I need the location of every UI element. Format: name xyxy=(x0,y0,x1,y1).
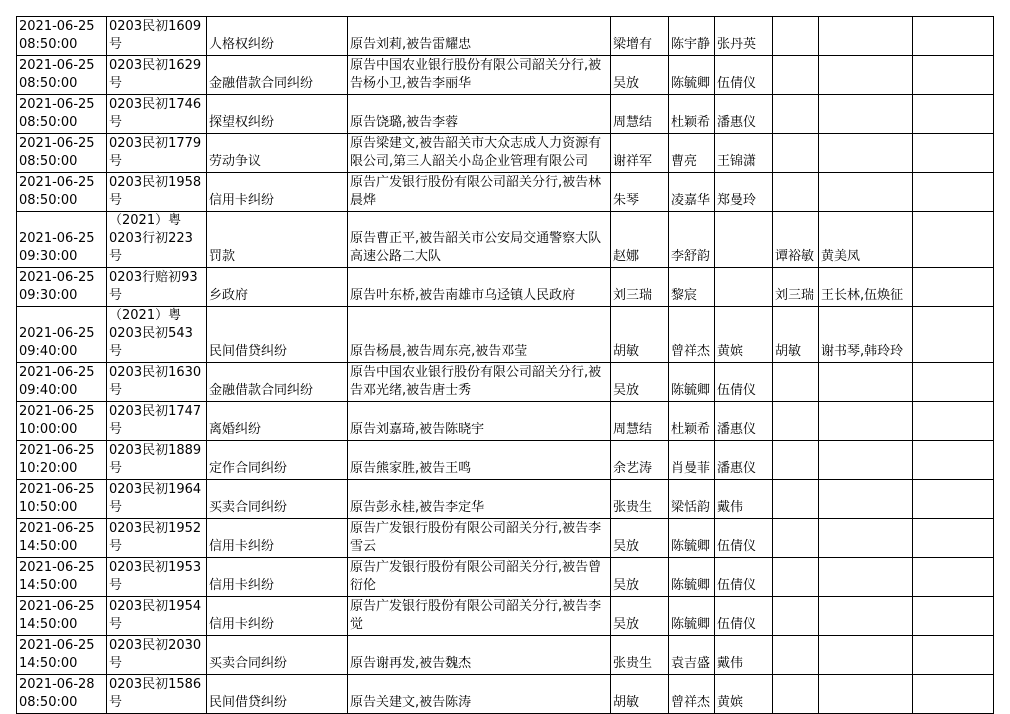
case-cause-cell: 信用卡纠纷 xyxy=(207,558,348,597)
extra-column-1-cell xyxy=(773,441,819,480)
parties-cell: 原告彭永桂,被告李定华 xyxy=(348,480,611,519)
clerk-cell: 伍倩仪 xyxy=(715,558,773,597)
panel-member-cell: 曾祥杰 xyxy=(669,675,715,714)
schedule-body xyxy=(17,17,994,714)
extra-column-2-cell xyxy=(819,636,913,675)
presiding-judge-cell: 余艺涛 xyxy=(611,441,669,480)
extra-column-1-cell xyxy=(773,173,819,212)
extra-column-1-cell xyxy=(773,519,819,558)
case-number-cell: 0203民初1747 号 xyxy=(107,402,207,441)
hearing-time-cell: 2021-06-25 10:50:00 xyxy=(17,480,107,519)
hearing-time-cell: 2021-06-25 09:40:00 xyxy=(17,363,107,402)
extra-column-1-cell xyxy=(773,597,819,636)
case-number-cell: 0203民初1964 号 xyxy=(107,480,207,519)
extra-column-2-cell xyxy=(819,480,913,519)
extra-column-3-cell xyxy=(913,17,994,56)
case-number-cell: （2021）粤 0203行初223号 xyxy=(107,212,207,268)
table-row xyxy=(17,519,994,558)
panel-member-cell: 黎宸 xyxy=(669,268,715,307)
extra-column-2-cell: 黄美凤 xyxy=(819,212,913,268)
extra-column-2-cell xyxy=(819,675,913,714)
case-cause-cell: 民间借贷纠纷 xyxy=(207,675,348,714)
table-row xyxy=(17,480,994,519)
extra-column-2-cell: 谢书琴,韩玲玲 xyxy=(819,307,913,363)
case-cause-cell: 人格权纠纷 xyxy=(207,17,348,56)
extra-column-3-cell xyxy=(913,558,994,597)
extra-column-1-cell xyxy=(773,402,819,441)
extra-column-2-cell xyxy=(819,17,913,56)
extra-column-3-cell xyxy=(913,134,994,173)
case-cause-cell: 罚款 xyxy=(207,212,348,268)
panel-member-cell: 陈毓卿 xyxy=(669,558,715,597)
case-number-cell: 0203民初1779 号 xyxy=(107,134,207,173)
clerk-cell: 戴伟 xyxy=(715,480,773,519)
table-row xyxy=(17,402,994,441)
extra-column-2-cell xyxy=(819,363,913,402)
case-cause-cell: 信用卡纠纷 xyxy=(207,519,348,558)
hearing-time-cell: 2021-06-25 09:40:00 xyxy=(17,307,107,363)
case-cause-cell: 乡政府 xyxy=(207,268,348,307)
parties-cell: 原告关建文,被告陈涛 xyxy=(348,675,611,714)
panel-member-cell: 陈毓卿 xyxy=(669,363,715,402)
case-number-cell: 0203行赔初93 号 xyxy=(107,268,207,307)
clerk-cell: 潘惠仪 xyxy=(715,402,773,441)
clerk-cell: 伍倩仪 xyxy=(715,597,773,636)
case-cause-cell: 民间借贷纠纷 xyxy=(207,307,348,363)
panel-member-cell: 袁吉盛 xyxy=(669,636,715,675)
panel-member-cell: 陈毓卿 xyxy=(669,519,715,558)
presiding-judge-cell: 谢祥军 xyxy=(611,134,669,173)
case-cause-cell: 买卖合同纠纷 xyxy=(207,480,348,519)
panel-member-cell: 梁恬韵 xyxy=(669,480,715,519)
parties-cell: 原告广发银行股份有限公司韶关分行,被告李雪云 xyxy=(348,519,611,558)
extra-column-2-cell xyxy=(819,134,913,173)
case-number-cell: 0203民初1746 号 xyxy=(107,95,207,134)
case-cause-cell: 离婚纠纷 xyxy=(207,402,348,441)
presiding-judge-cell: 胡敏 xyxy=(611,675,669,714)
extra-column-3-cell xyxy=(913,307,994,363)
panel-member-cell: 陈毓卿 xyxy=(669,597,715,636)
extra-column-2-cell xyxy=(819,173,913,212)
parties-cell: 原告广发银行股份有限公司韶关分行,被告曾衍伦 xyxy=(348,558,611,597)
extra-column-1-cell: 胡敏 xyxy=(773,307,819,363)
table-row xyxy=(17,173,994,212)
extra-column-2-cell xyxy=(819,519,913,558)
panel-member-cell: 凌嘉华 xyxy=(669,173,715,212)
extra-column-1-cell xyxy=(773,558,819,597)
extra-column-3-cell xyxy=(913,268,994,307)
panel-member-cell: 李舒韵 xyxy=(669,212,715,268)
clerk-cell xyxy=(715,268,773,307)
case-cause-cell: 信用卡纠纷 xyxy=(207,597,348,636)
hearing-schedule-sheet xyxy=(16,16,994,714)
case-number-cell: （2021）粤 0203民初543号 xyxy=(107,307,207,363)
extra-column-3-cell xyxy=(913,402,994,441)
panel-member-cell: 陈毓卿 xyxy=(669,56,715,95)
clerk-cell: 伍倩仪 xyxy=(715,363,773,402)
parties-cell: 原告叶东桥,被告南雄市乌迳镇人民政府 xyxy=(348,268,611,307)
table-row xyxy=(17,95,994,134)
parties-cell: 原告广发银行股份有限公司韶关分行,被告李觉 xyxy=(348,597,611,636)
case-number-cell: 0203民初1953 号 xyxy=(107,558,207,597)
table-row xyxy=(17,134,994,173)
table-row xyxy=(17,597,994,636)
case-cause-cell: 金融借款合同纠纷 xyxy=(207,363,348,402)
extra-column-3-cell xyxy=(913,597,994,636)
parties-cell: 原告饶璐,被告李蓉 xyxy=(348,95,611,134)
extra-column-1-cell xyxy=(773,17,819,56)
table-row xyxy=(17,56,994,95)
case-cause-cell: 买卖合同纠纷 xyxy=(207,636,348,675)
extra-column-1-cell: 刘三瑞 xyxy=(773,268,819,307)
extra-column-3-cell xyxy=(913,173,994,212)
parties-cell: 原告熊家胜,被告王鸣 xyxy=(348,441,611,480)
presiding-judge-cell: 刘三瑞 xyxy=(611,268,669,307)
parties-cell: 原告中国农业银行股份有限公司韶关分行,被告邓光绪,被告唐士秀 xyxy=(348,363,611,402)
hearing-time-cell: 2021-06-25 08:50:00 xyxy=(17,173,107,212)
presiding-judge-cell: 吴放 xyxy=(611,56,669,95)
case-number-cell: 0203民初1958 号 xyxy=(107,173,207,212)
extra-column-3-cell xyxy=(913,480,994,519)
extra-column-2-cell xyxy=(819,441,913,480)
presiding-judge-cell: 吴放 xyxy=(611,519,669,558)
extra-column-3-cell xyxy=(913,636,994,675)
extra-column-2-cell xyxy=(819,95,913,134)
parties-cell: 原告刘莉,被告雷耀忠 xyxy=(348,17,611,56)
hearing-time-cell: 2021-06-25 14:50:00 xyxy=(17,636,107,675)
case-number-cell: 0203民初1889 号 xyxy=(107,441,207,480)
case-number-cell: 0203民初1629 号 xyxy=(107,56,207,95)
case-number-cell: 0203民初1609 号 xyxy=(107,17,207,56)
extra-column-3-cell xyxy=(913,212,994,268)
presiding-judge-cell: 周慧结 xyxy=(611,95,669,134)
clerk-cell: 伍倩仪 xyxy=(715,519,773,558)
extra-column-3-cell xyxy=(913,441,994,480)
table-row xyxy=(17,212,994,268)
extra-column-2-cell xyxy=(819,558,913,597)
case-number-cell: 0203民初1586 号 xyxy=(107,675,207,714)
extra-column-3-cell xyxy=(913,675,994,714)
presiding-judge-cell: 胡敏 xyxy=(611,307,669,363)
presiding-judge-cell: 吴放 xyxy=(611,597,669,636)
parties-cell: 原告广发银行股份有限公司韶关分行,被告林晨烨 xyxy=(348,173,611,212)
clerk-cell: 伍倩仪 xyxy=(715,56,773,95)
table-row xyxy=(17,636,994,675)
case-number-cell: 0203民初2030 号 xyxy=(107,636,207,675)
presiding-judge-cell: 张贵生 xyxy=(611,480,669,519)
hearing-time-cell: 2021-06-25 08:50:00 xyxy=(17,17,107,56)
panel-member-cell: 曹亮 xyxy=(669,134,715,173)
hearing-time-cell: 2021-06-25 10:00:00 xyxy=(17,402,107,441)
case-cause-cell: 探望权纠纷 xyxy=(207,95,348,134)
parties-cell: 原告刘嘉琦,被告陈晓宇 xyxy=(348,402,611,441)
hearing-time-cell: 2021-06-25 09:30:00 xyxy=(17,268,107,307)
clerk-cell: 黄嫔 xyxy=(715,307,773,363)
presiding-judge-cell: 朱琴 xyxy=(611,173,669,212)
parties-cell: 原告中国农业银行股份有限公司韶关分行,被告杨小卫,被告李丽华 xyxy=(348,56,611,95)
hearing-time-cell: 2021-06-25 09:30:00 xyxy=(17,212,107,268)
clerk-cell: 潘惠仪 xyxy=(715,95,773,134)
hearing-time-cell: 2021-06-25 10:20:00 xyxy=(17,441,107,480)
hearing-time-cell: 2021-06-25 14:50:00 xyxy=(17,558,107,597)
clerk-cell: 潘惠仪 xyxy=(715,441,773,480)
table-row xyxy=(17,307,994,363)
table-row xyxy=(17,441,994,480)
case-number-cell: 0203民初1954 号 xyxy=(107,597,207,636)
presiding-judge-cell: 吴放 xyxy=(611,363,669,402)
extra-column-1-cell xyxy=(773,363,819,402)
table-row xyxy=(17,363,994,402)
panel-member-cell: 杜颖希 xyxy=(669,402,715,441)
parties-cell: 原告曹正平,被告韶关市公安局交通警察大队高速公路二大队 xyxy=(348,212,611,268)
case-number-cell: 0203民初1630 号 xyxy=(107,363,207,402)
parties-cell: 原告梁建文,被告韶关市大众志成人力资源有限公司,第三人韶关小岛企业管理有限公司 xyxy=(348,134,611,173)
extra-column-1-cell xyxy=(773,636,819,675)
case-number-cell: 0203民初1952 号 xyxy=(107,519,207,558)
extra-column-3-cell xyxy=(913,56,994,95)
table-row xyxy=(17,558,994,597)
extra-column-1-cell xyxy=(773,95,819,134)
extra-column-2-cell: 王长林,伍焕征 xyxy=(819,268,913,307)
parties-cell: 原告杨晨,被告周东亮,被告邓莹 xyxy=(348,307,611,363)
clerk-cell: 郑曼玲 xyxy=(715,173,773,212)
hearing-time-cell: 2021-06-25 08:50:00 xyxy=(17,56,107,95)
presiding-judge-cell: 吴放 xyxy=(611,558,669,597)
presiding-judge-cell: 赵娜 xyxy=(611,212,669,268)
extra-column-1-cell xyxy=(773,480,819,519)
extra-column-3-cell xyxy=(913,95,994,134)
table-row xyxy=(17,675,994,714)
parties-cell: 原告谢再发,被告魏杰 xyxy=(348,636,611,675)
extra-column-2-cell xyxy=(819,56,913,95)
hearing-time-cell: 2021-06-28 08:50:00 xyxy=(17,675,107,714)
clerk-cell: 张丹英 xyxy=(715,17,773,56)
panel-member-cell: 曾祥杰 xyxy=(669,307,715,363)
case-cause-cell: 信用卡纠纷 xyxy=(207,173,348,212)
extra-column-3-cell xyxy=(913,519,994,558)
panel-member-cell: 杜颖希 xyxy=(669,95,715,134)
hearing-schedule-table xyxy=(16,16,994,714)
case-cause-cell: 定作合同纠纷 xyxy=(207,441,348,480)
table-row xyxy=(17,17,994,56)
extra-column-1-cell xyxy=(773,675,819,714)
presiding-judge-cell: 周慧结 xyxy=(611,402,669,441)
table-row xyxy=(17,268,994,307)
presiding-judge-cell: 张贵生 xyxy=(611,636,669,675)
case-cause-cell: 劳动争议 xyxy=(207,134,348,173)
clerk-cell: 戴伟 xyxy=(715,636,773,675)
clerk-cell: 王锦潇 xyxy=(715,134,773,173)
extra-column-1-cell: 谭裕敏 xyxy=(773,212,819,268)
hearing-time-cell: 2021-06-25 08:50:00 xyxy=(17,95,107,134)
extra-column-1-cell xyxy=(773,56,819,95)
panel-member-cell: 肖曼菲 xyxy=(669,441,715,480)
presiding-judge-cell: 梁增有 xyxy=(611,17,669,56)
hearing-time-cell: 2021-06-25 08:50:00 xyxy=(17,134,107,173)
extra-column-2-cell xyxy=(819,597,913,636)
extra-column-2-cell xyxy=(819,402,913,441)
extra-column-1-cell xyxy=(773,134,819,173)
clerk-cell: 黄嫔 xyxy=(715,675,773,714)
hearing-time-cell: 2021-06-25 14:50:00 xyxy=(17,519,107,558)
extra-column-3-cell xyxy=(913,363,994,402)
case-cause-cell: 金融借款合同纠纷 xyxy=(207,56,348,95)
panel-member-cell: 陈宇静 xyxy=(669,17,715,56)
clerk-cell xyxy=(715,212,773,268)
hearing-time-cell: 2021-06-25 14:50:00 xyxy=(17,597,107,636)
